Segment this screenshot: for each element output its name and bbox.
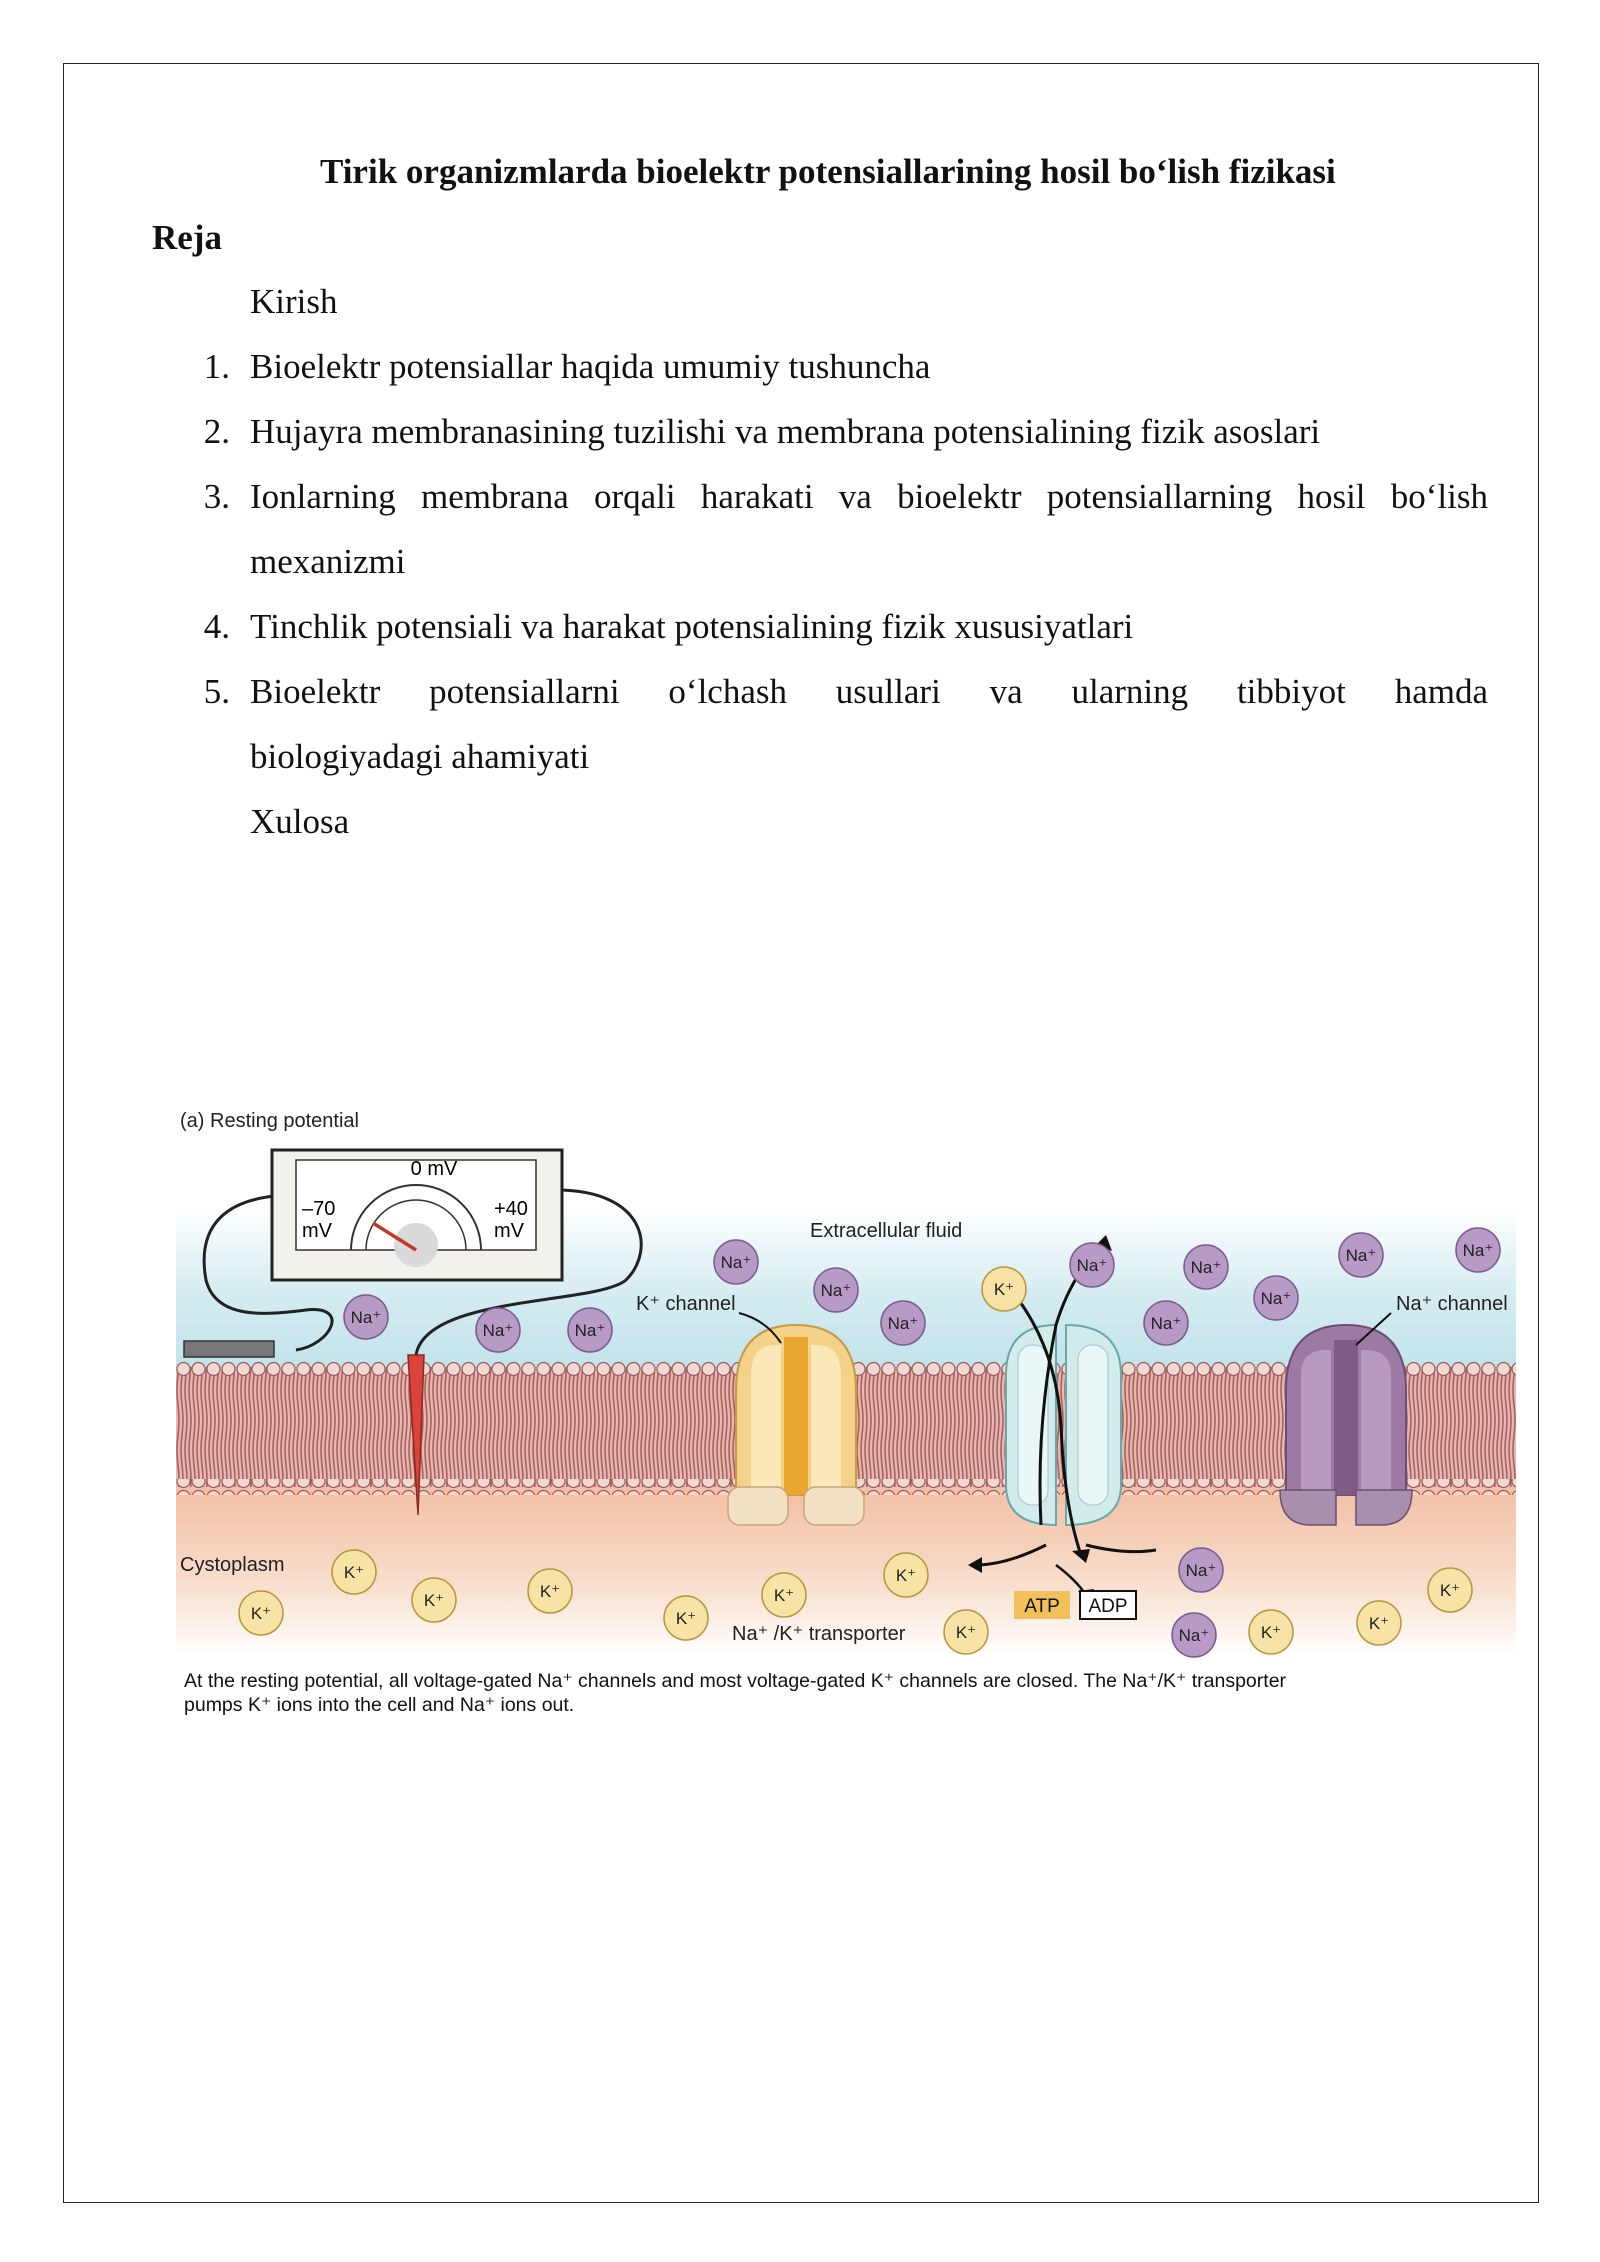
k-ion [762,1573,806,1617]
meter-zero-label: 0 mV [410,1158,458,1180]
list-item: Tinchlik potensiali va harakat potensialining fizik xususiyatlari [250,607,1134,646]
k-channel-protein [728,1325,864,1525]
list-number: 5. [203,672,230,711]
na-ion [1184,1245,1228,1289]
meter-left-value: –70 [302,1198,336,1220]
svg-text:Na⁺: Na⁺ [720,1253,752,1272]
svg-text:Na⁺: Na⁺ [1150,1314,1182,1333]
k-ion [982,1267,1026,1311]
k-ion [239,1591,283,1635]
na-ion [714,1240,758,1284]
meter-left-unit: mV [302,1220,332,1242]
list-item: Ionlarning membrana orqali harakati va bioelektr potensiallarning hosil bo‘lish [250,477,1488,516]
svg-text:K⁺: K⁺ [1260,1623,1282,1642]
svg-text:K⁺: K⁺ [675,1609,697,1628]
na-ion [344,1295,388,1339]
svg-text:K⁺: K⁺ [895,1566,917,1585]
intro-item: Kirish [250,282,338,321]
adp-label: ADP [1088,1596,1128,1617]
figure-caption-line2: pumps K⁺ ions into the cell and Na⁺ ions out. [184,1694,575,1716]
k-ion [1428,1568,1472,1612]
svg-text:Na⁺: Na⁺ [1260,1289,1292,1308]
na-ion [1144,1301,1188,1345]
plan-heading: Reja [152,218,222,257]
resting-potential-figure [176,1105,1516,1725]
svg-text:Na⁺: Na⁺ [574,1321,606,1340]
list-item: Hujayra membranasining tuzilishi va membrana potensialining fizik asoslari [250,412,1321,451]
list-number: 1. [203,347,230,386]
list-item: Bioelektr potensiallarni o‘lchash usullari va ularning tibbiyot hamda [250,672,1488,711]
k-ion [528,1569,572,1613]
k-ion [1357,1601,1401,1645]
conclusion-item: Xulosa [250,802,350,841]
list-number: 3. [203,477,230,516]
svg-text:Na⁺: Na⁺ [820,1281,852,1300]
list-number: 2. [203,412,230,451]
list-item-continuation: mexanizmi [250,542,406,581]
list-item-continuation: biologiyadagi ahamiyati [250,737,590,776]
na-ion [568,1308,612,1352]
svg-text:K⁺: K⁺ [993,1280,1015,1299]
na-ion [1070,1243,1114,1287]
list-number: 4. [203,607,230,646]
figure-svg [176,1105,1516,1725]
svg-text:Na⁺: Na⁺ [1190,1258,1222,1277]
svg-text:K⁺: K⁺ [343,1563,365,1582]
na-channel-protein [1280,1325,1412,1525]
meter-right-unit: mV [494,1220,524,1242]
na-ion [476,1308,520,1352]
na-channel-label: Na⁺ channel [1396,1293,1508,1315]
figure-caption-line1: At the resting potential, all voltage-gated Na⁺ channels and most voltage-gated K⁺ channels are closed. The Na⁺/K⁺ transporter [184,1670,1287,1692]
na-ion [1339,1233,1383,1277]
na-ion [1172,1613,1216,1657]
extracellular-label: Extracellular fluid [810,1220,963,1242]
meter-pivot [394,1223,438,1267]
k-ion [1249,1610,1293,1654]
svg-text:Na⁺: Na⁺ [1185,1561,1217,1580]
k-ion [944,1610,988,1654]
list-item: Bioelektr potensiallar haqida umumiy tushuncha [250,347,931,386]
na-ion [881,1301,925,1345]
svg-text:K⁺: K⁺ [539,1582,561,1601]
svg-text:K⁺: K⁺ [1368,1614,1390,1633]
na-ion [1456,1228,1500,1272]
svg-text:Na⁺: Na⁺ [1076,1256,1108,1275]
svg-text:K⁺: K⁺ [1439,1581,1461,1600]
document-title: Tirik organizmlarda bioelektr potensiallarining hosil bo‘lish fizikasi [320,152,1336,191]
na-ion [1179,1548,1223,1592]
transporter-label: Na⁺ /K⁺ transporter [732,1623,906,1645]
k-ion [412,1578,456,1622]
na-ion [814,1268,858,1312]
na-ion [1254,1276,1298,1320]
k-ion [664,1596,708,1640]
k-channel-label: K⁺ channel [636,1293,736,1315]
svg-text:Na⁺: Na⁺ [1462,1241,1494,1260]
meter-right-value: +40 [494,1198,528,1220]
svg-text:Na⁺: Na⁺ [350,1308,382,1327]
cytoplasm-label: Cystoplasm [180,1554,285,1576]
svg-text:Na⁺: Na⁺ [887,1314,919,1333]
svg-text:Na⁺: Na⁺ [1178,1626,1210,1645]
atp-label: ATP [1024,1596,1060,1617]
svg-text:K⁺: K⁺ [955,1623,977,1642]
k-ion [884,1553,928,1597]
svg-text:Na⁺: Na⁺ [1345,1246,1377,1265]
svg-text:K⁺: K⁺ [773,1586,795,1605]
svg-text:Na⁺: Na⁺ [482,1321,514,1340]
panel-label: (a) Resting potential [180,1110,359,1132]
reference-electrode [184,1341,274,1357]
svg-text:K⁺: K⁺ [250,1604,272,1623]
svg-text:K⁺: K⁺ [423,1591,445,1610]
k-ion [332,1550,376,1594]
